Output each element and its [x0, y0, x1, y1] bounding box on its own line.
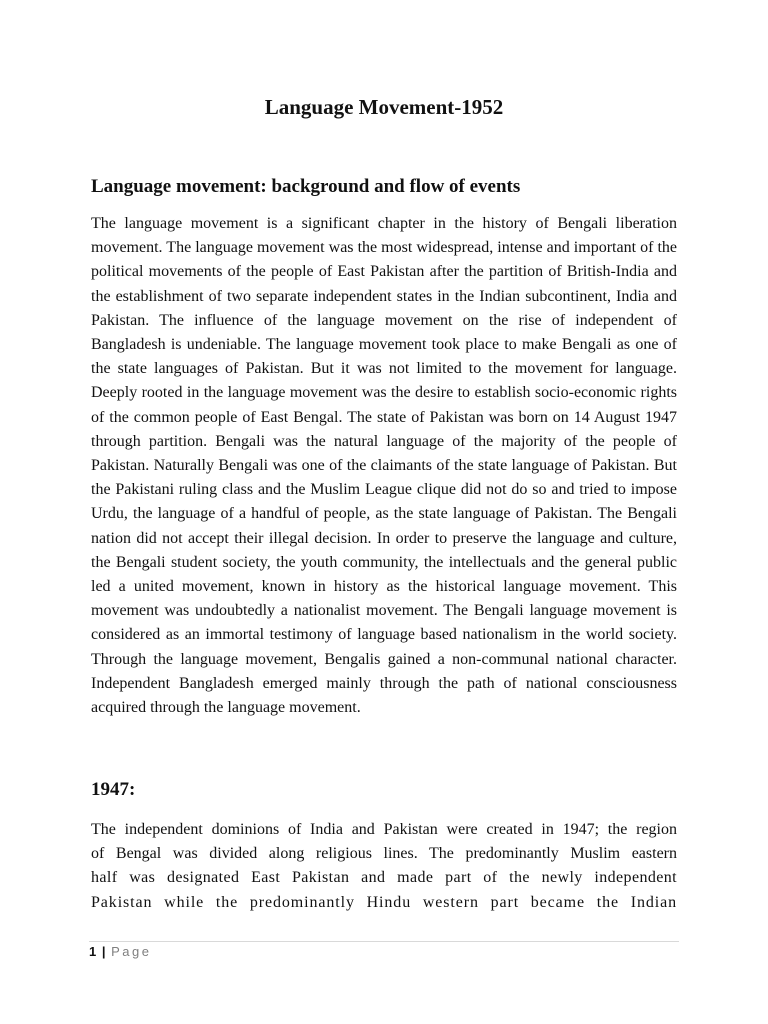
paragraph-line: The independent dominions of India and Pakistan were created in 1947; the region — [91, 821, 677, 838]
paragraph-line: half was designated East Pakistan and made part of the newly independent — [91, 869, 677, 887]
section-paragraph-1947 — [91, 818, 677, 918]
section-heading-background: Language movement: background and flow of events — [91, 176, 521, 197]
section-paragraph-background: The language movement is a significant chapter in the history of Bengali liberation movement. The language movement was the most widespread, intense and important of the political movements of the people of East Pakistan after the partition of British-India and the establishment of two separate independent states in the Indian subcontinent, India and Pakistan. The influence of the language movement on the rise of independent of Bangladesh is undeniable. The language movement took place to make Bengali as one of the state languages of Pakistan. But it was not limited to the movement for language. Deeply rooted in the language movement was the desire to establish socio-economic rights of the common people of East Bengal. The state of Pakistan was born on 14 August 1947 through partition. Bengali was the natural language of the majority of the people of Pakistan. Naturally Bengali was one of the claimants of the state language of Pakistan. But the Pakistani ruling class and the Muslim League clique did not do so and tried to impose Urdu, the language of a handful of people, as the state language of Pakistan. The Bengali nation did not accept their illegal decision. In order to preserve the language and culture, the Bengali student society, the youth community, the intellectuals and the general public led a united movement, known in history as the historical language movement. This movement was undoubtedly a nationalist movement. The Bengali language movement is considered as an immortal testimony of language based nationalism in the world society. Through the language movement, Bengalis gained a non-communal national character. Independent Bangladesh emerged mainly through the path of national consciousness acquired through the language movement. — [91, 215, 677, 717]
page-number: 1 — [89, 944, 97, 959]
document-title: Language Movement-1952 — [264, 95, 504, 119]
footer-divider — [89, 941, 679, 942]
page-separator: | — [101, 944, 106, 959]
section-heading-1947: 1947: — [91, 779, 136, 800]
paragraph-line: Pakistan while the predominantly Hindu western part became the Indian — [91, 893, 677, 911]
page-footer — [89, 943, 152, 961]
page-label: Page — [111, 944, 152, 959]
paragraph-line: of Bengal was divided along religious lines. The predominantly Muslim eastern — [91, 845, 677, 863]
